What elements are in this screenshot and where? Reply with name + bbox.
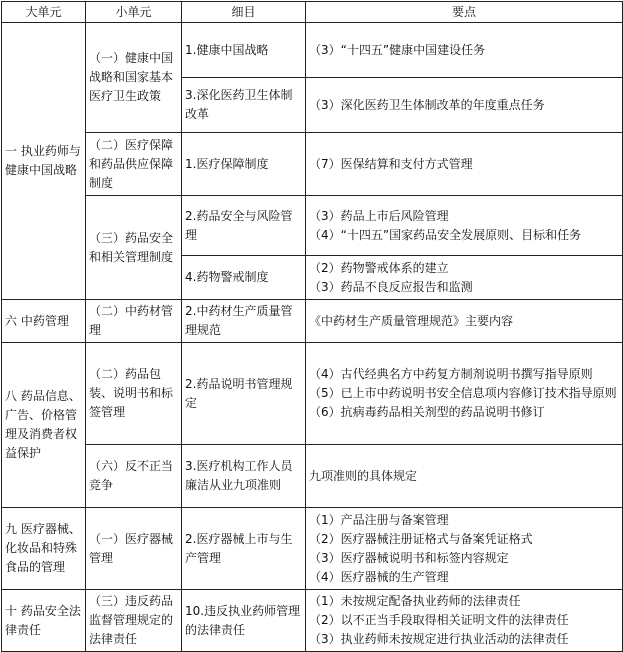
header-detail: 细目	[182, 2, 306, 23]
detail-cell: 1.医疗保障制度	[182, 133, 306, 196]
table-row	[2, 508, 623, 590]
unit-cell: 六 中药管理	[2, 300, 86, 343]
detail-cell: 2.医疗器械上市与生产管理	[182, 508, 306, 590]
point-item: （3）药品上市后风险管理	[309, 208, 449, 223]
point-item: （2）药物警戒体系的建立	[309, 260, 449, 275]
subunit-cell: （二）药品包装、说明书和标签管理	[86, 343, 182, 445]
table-row	[2, 23, 623, 78]
detail-cell: 3.医疗机构工作人员廉洁从业九项准则	[182, 445, 306, 508]
unit-cell: 八 药品信息、广告、价格管理及消费者权益保护	[2, 343, 86, 508]
point-item: （3）医疗器械说明书和标签内容规定	[309, 550, 509, 565]
unit-cell: 九 医疗器械、化妆品和特殊食品的管理	[2, 508, 86, 590]
subunit-cell: （二）医疗保障和药品供应保障制度	[86, 133, 182, 196]
point-item: （1）产品注册与备案管理	[309, 512, 449, 527]
detail-cell: 2.药品安全与风险管理	[182, 196, 306, 256]
point-item: （2）医疗器械注册证格式与备案凭证格式	[309, 531, 533, 546]
table-row	[2, 300, 623, 343]
point-item: （3）执业药师未按规定进行执业活动的法律责任	[309, 632, 569, 646]
point-item: （4）“十四五”国家药品安全发展原则、目标和任务	[309, 227, 582, 242]
point-item: （6）抗病毒药品相关剂型的药品说明书修订	[309, 405, 545, 419]
header-points: 要点	[306, 2, 623, 23]
point-item: （5）已上市中药说明书安全信息项内容修订技术指导原则	[309, 386, 617, 400]
subunit-cell: （三）药品安全和相关管理制度	[86, 196, 182, 300]
points-cell	[306, 590, 623, 652]
points-cell	[306, 133, 623, 196]
detail-cell: 2.中药材生产质量管理规范	[182, 300, 306, 343]
detail-cell: 2.药品说明书管理规定	[182, 343, 306, 445]
subunit-cell: （六）反不正当竞争	[86, 445, 182, 508]
header-unit: 大单元	[2, 2, 86, 23]
point-item: （3）药品不良反应报告和监测	[309, 279, 473, 294]
detail-cell: 1.健康中国战略	[182, 23, 306, 78]
point-item: （4）古代经典名方中药复方制剂说明书撰写指导原则	[309, 367, 593, 381]
header-subunit: 小单元	[86, 2, 182, 23]
points-cell	[306, 196, 623, 256]
unit-cell: 一 执业药师与健康中国战略	[2, 23, 86, 300]
table-row	[2, 343, 623, 445]
points-cell	[306, 300, 623, 343]
points-cell	[306, 445, 623, 508]
point-item: （1）未按规定配备执业药师的法律责任	[309, 594, 521, 608]
subunit-cell: （三）违反药品监督管理规定的法律责任	[86, 590, 182, 652]
point-item: （7）医保结算和支付方式管理	[309, 156, 473, 171]
table-row	[2, 196, 623, 256]
table-row	[2, 590, 623, 652]
points-cell	[306, 78, 623, 133]
points-cell	[306, 343, 623, 445]
unit-cell: 十 药品安全法律责任	[2, 590, 86, 652]
table-row	[2, 445, 623, 508]
subunit-cell: （二）中药材管理	[86, 300, 182, 343]
detail-cell: 3.深化医药卫生体制改革	[182, 78, 306, 133]
detail-cell: 4.药物警戒制度	[182, 256, 306, 300]
point-item: （4）医疗器械的生产管理	[309, 569, 449, 584]
detail-cell: 10.违反执业药师管理的法律责任	[182, 590, 306, 652]
subunit-cell: （一）健康中国战略和国家基本医疗卫生政策	[86, 23, 182, 133]
table-row	[2, 133, 623, 196]
point-item: （3）“十四五”健康中国建设任务	[309, 42, 486, 57]
points-cell	[306, 508, 623, 590]
point-item: （3）深化医药卫生体制改革的年度重点任务	[309, 97, 545, 112]
subunit-cell: （一）医疗器械管理	[86, 508, 182, 590]
point-item: （2）以不正当手段取得相关证明文件的法律责任	[309, 613, 569, 627]
syllabus-table	[1, 1, 623, 652]
header-row	[2, 2, 623, 23]
points-cell	[306, 23, 623, 78]
point-item: 九项准则的具体规定	[309, 468, 418, 483]
points-cell	[306, 256, 623, 300]
point-item: 《中药材生产质量管理规范》主要内容	[309, 313, 514, 328]
